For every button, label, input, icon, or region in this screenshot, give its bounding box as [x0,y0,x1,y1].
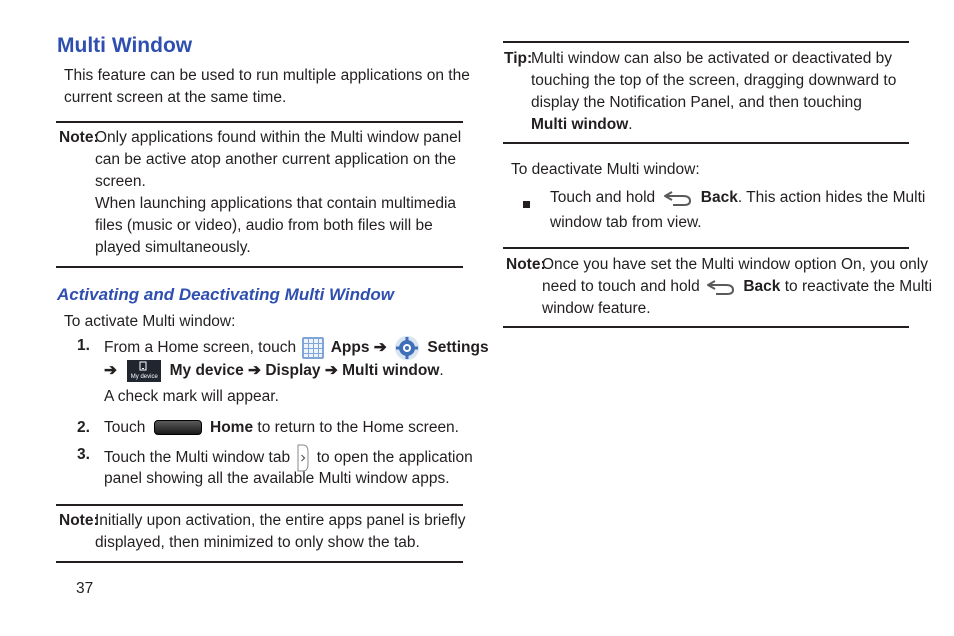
step-2-line [104,417,459,439]
bullet-square-icon [523,195,530,213]
note-line: can be active atop another current application on the [95,151,457,168]
note-label: Note: [59,129,99,146]
arrow-icon: ➔ [324,362,338,380]
bullet-line-2: window tab from view. [550,214,702,231]
note-line: window feature. [542,300,651,317]
bullet-text: Touch and hold [550,189,656,206]
divider [503,326,909,328]
arrow-icon: ➔ [248,362,262,380]
divider [56,266,463,268]
home-key-icon [154,420,202,435]
divider [56,504,463,506]
multi-window-label: Multi window [342,362,440,380]
note-line: played simultaneously. [95,239,251,256]
intro-line-2: current screen at the same time. [64,89,287,106]
step-text: to open the application [316,449,473,467]
tip-line: display the Notification Panel, and then touching [531,94,862,111]
step-1-sub: A check mark will appear. [104,388,279,405]
activate-intro: To activate Multi window: [64,313,236,330]
period: . [628,116,633,133]
note-line: Only applications found within the Multi window panel [95,129,462,146]
back-arrow-icon [663,189,693,207]
settings-label: Settings [427,339,489,357]
back-label: Back [743,278,781,295]
apps-label: Apps [330,339,370,357]
step-number: 2. [77,419,90,436]
tip-label: Tip: [504,50,533,67]
note-line: screen. [95,173,146,190]
my-device-tab-icon [127,360,161,382]
note-text: to reactivate the Multi [784,278,933,295]
step-text: Touch [104,419,146,436]
note-text: need to touch and hold [542,278,700,295]
deactivate-intro: To deactivate Multi window: [511,161,700,178]
step-number: 3. [77,446,90,463]
multi-window-label: Multi window [531,116,629,133]
apps-icon [302,337,324,359]
tip-line [531,114,633,136]
page-number: 37 [76,580,94,597]
arrow-icon: ➔ [373,339,387,357]
step-1-line-1 [104,335,489,361]
bullet-line-1 [550,187,925,209]
step-1-line-2 [104,360,444,382]
step-number: 1. [77,337,90,354]
display-label: Display [265,362,321,380]
note-line: When launching applications that contain multimedia [95,195,457,212]
divider [503,41,909,43]
bullet-text: . This action hides the Multi [737,189,926,206]
step-3-line-2: panel showing all the available Multi window apps. [104,470,450,487]
divider [503,142,909,144]
tip-line: Multi window can also be activated or deactivated by [531,50,893,67]
arrow-icon: ➔ [104,362,117,380]
period: . [439,362,444,380]
divider [56,121,463,123]
divider [503,247,909,249]
step-text: Touch the Multi window tab [104,449,291,467]
note-line: displayed, then minimized to only show the tab. [95,534,420,551]
note-line: Once you have set the Multi window option On, you only [542,256,928,273]
page-title: Multi Window [57,34,193,57]
step-text: From a Home screen, touch [104,339,297,357]
settings-gear-icon [394,335,420,361]
step-text: to return to the Home screen. [257,419,459,436]
intro-line-1: This feature can be used to run multiple applications on the [64,67,470,84]
home-label: Home [210,419,254,436]
my-device-label: My device [169,362,244,380]
note-line [542,276,932,298]
note-label: Note: [506,256,546,273]
divider [56,561,463,563]
my-device-icon-caption: My device [130,374,158,380]
back-arrow-icon [706,278,736,296]
note-line: Initially upon activation, the entire apps panel is briefly [95,512,466,529]
note-label: Note: [59,512,99,529]
section-subtitle: Activating and Deactivating Multi Window [57,285,395,304]
tip-line: touching the top of the screen, dragging downward to [531,72,897,89]
note-line: files (music or video), audio from both files will be [95,217,433,234]
back-label: Back [700,189,738,206]
